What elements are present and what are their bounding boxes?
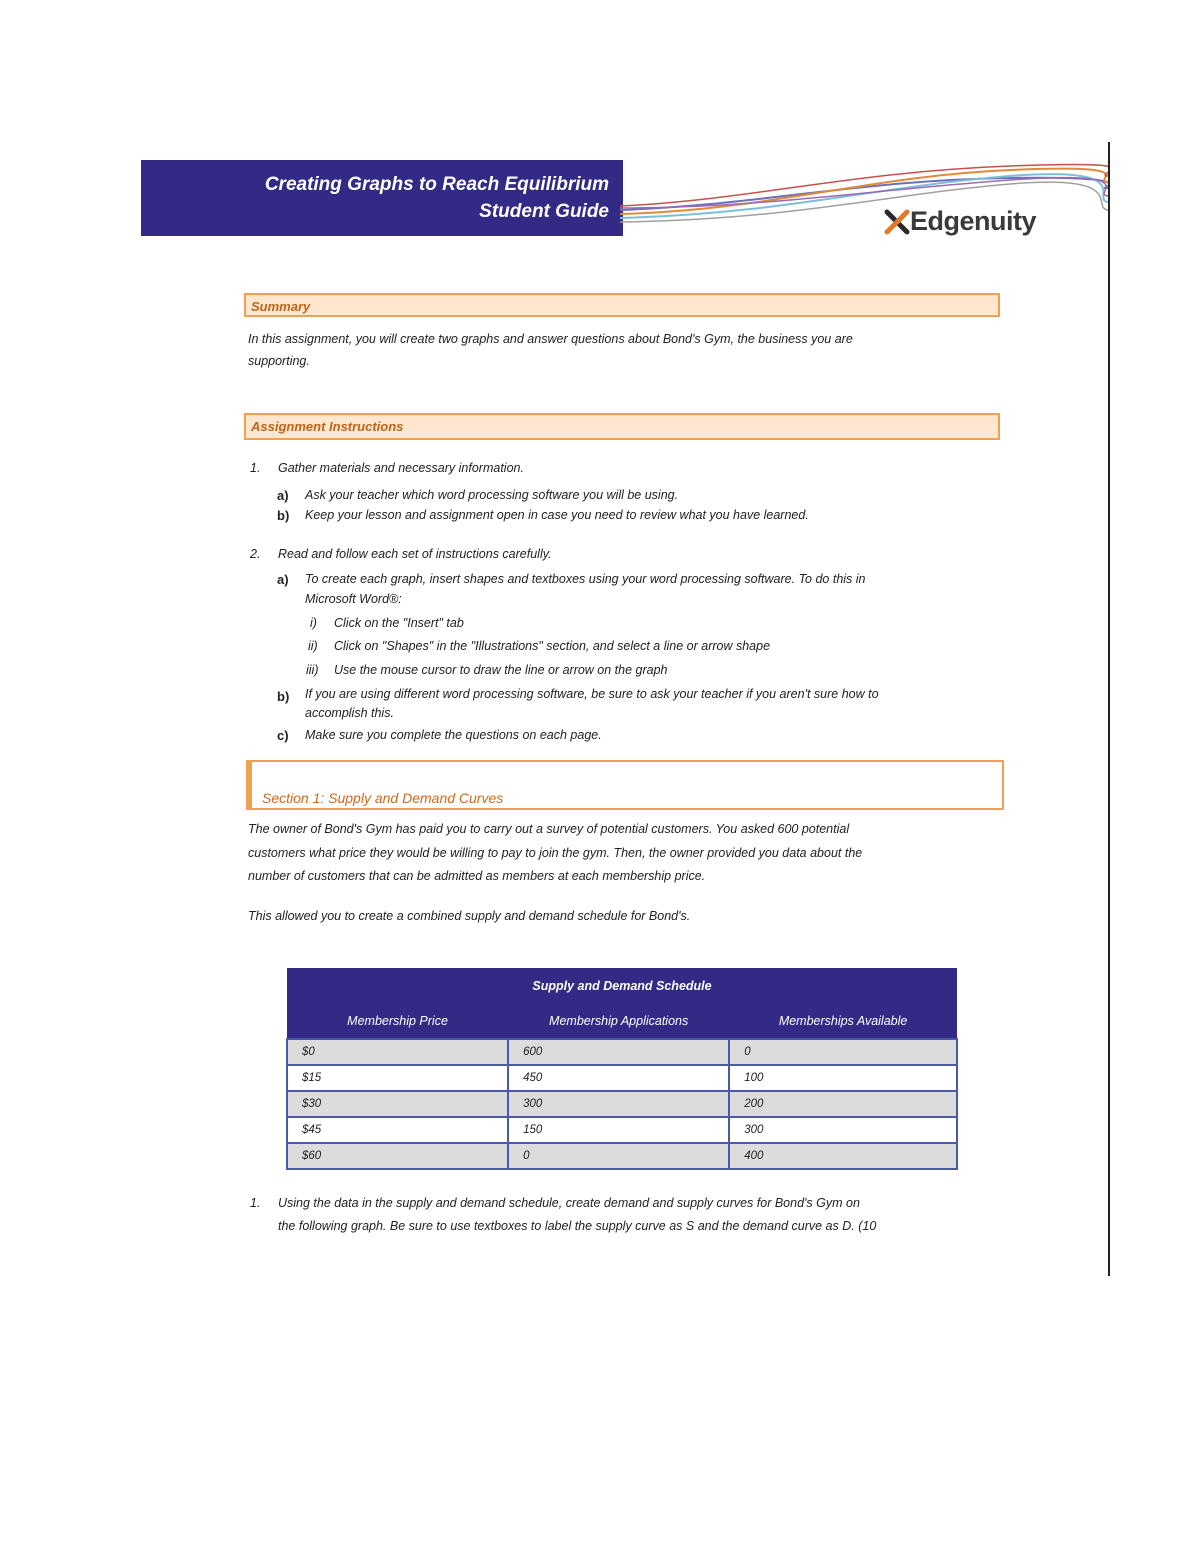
step-2a-iii-text: Use the mouse cursor to draw the line or arrow on the graph — [334, 663, 668, 677]
step-2b-label: b) — [277, 689, 290, 704]
step-2-text: Read and follow each set of instructions carefully. — [278, 547, 552, 561]
table-cell: 0 — [508, 1143, 729, 1169]
page-edge-rule — [1108, 142, 1110, 1276]
step-2a-ii-label: ii) — [308, 639, 318, 653]
section-1-paragraph-2: This allowed you to create a combined supply and demand schedule for Bond's. — [248, 909, 691, 923]
table-cell: 150 — [508, 1117, 729, 1143]
step-2a-text: To create each graph, insert shapes and textboxes using your word processing software. To do this in Microsoft Word®: — [305, 572, 866, 606]
step-2a-i-label: i) — [310, 616, 317, 630]
table-cell: 300 — [729, 1117, 957, 1143]
step-1-number: 1. — [250, 461, 261, 475]
step-1b-label: b) — [277, 508, 290, 523]
step-2c-text: Make sure you complete the questions on each page. — [305, 728, 602, 742]
step-1b-text: Keep your lesson and assignment open in case you need to review what you have learned. — [305, 508, 809, 522]
question-1-number: 1. — [250, 1196, 261, 1210]
logo-text: Edgenuity — [910, 206, 1037, 236]
table-cell: 600 — [508, 1039, 729, 1065]
table-cell: 100 — [729, 1065, 957, 1091]
summary-text: In this assignment, you will create two graphs and answer questions about Bond's Gym, the business you are supporting. — [248, 332, 853, 368]
x-logo-icon — [884, 209, 910, 235]
table-cell: $0 — [287, 1039, 508, 1065]
table-cell: $15 — [287, 1065, 508, 1091]
instructions-heading: Assignment Instructions — [251, 419, 404, 434]
step-2c-label: c) — [277, 728, 289, 743]
step-1a-text: Ask your teacher which word processing software you will be using. — [305, 488, 679, 502]
document-subtitle: Student Guide — [479, 201, 609, 222]
table-row — [287, 1091, 957, 1117]
column-header: Memberships Available — [729, 1004, 957, 1039]
instructions-heading-box — [244, 413, 1000, 440]
section-1-paragraph: The owner of Bond's Gym has paid you to carry out a survey of potential customers. You asked 600 potential customers what price they would be willing to pay to join the gym. Then, the owner provided you data about the number of customers that can be admitted as members at each membership price. — [248, 822, 863, 883]
step-2a-label: a) — [277, 572, 289, 587]
summary-heading: Summary — [251, 299, 311, 314]
table-title: Supply and Demand Schedule — [287, 968, 957, 1004]
table-row — [287, 1039, 957, 1065]
title-banner — [141, 160, 623, 236]
summary-heading-box — [244, 293, 1000, 317]
section-1-heading: Section 1: Supply and Demand Curves — [262, 790, 504, 806]
step-1a-label: a) — [277, 488, 289, 503]
section-1-heading-box — [246, 760, 1004, 810]
column-header: Membership Applications — [508, 1004, 729, 1039]
step-2a-iii-label: iii) — [306, 663, 319, 677]
document-title: Creating Graphs to Reach Equilibrium — [264, 174, 609, 195]
step-2a-ii-text: Click on "Shapes" in the "Illustrations" section, and select a line or arrow shape — [334, 639, 771, 653]
column-header: Membership Price — [287, 1004, 508, 1039]
table-cell: 200 — [729, 1091, 957, 1117]
step-1-text: Gather materials and necessary information. — [278, 461, 524, 475]
edgenuity-logo — [884, 206, 1036, 237]
table-cell: 450 — [508, 1065, 729, 1091]
question-1-text: Using the data in the supply and demand schedule, create demand and supply curves for Bond's Gym on the following graph. Be sure to use textboxes to label the supply curve as S and the demand curve as D. (10 — [278, 1196, 877, 1233]
step-2-number: 2. — [250, 547, 261, 561]
supply-demand-table — [286, 968, 958, 1170]
table-cell: 0 — [729, 1039, 957, 1065]
table-row — [287, 1065, 957, 1091]
table-cell: $60 — [287, 1143, 508, 1169]
step-2a-i-text: Click on the "Insert" tab — [334, 616, 464, 630]
step-2b-text: If you are using different word processing software, be sure to ask your teacher if you aren't sure how to accomplish this. — [305, 687, 879, 720]
table-cell: 300 — [508, 1091, 729, 1117]
table-cell: $45 — [287, 1117, 508, 1143]
table-row — [287, 1143, 957, 1169]
table-cell: 400 — [729, 1143, 957, 1169]
table-row — [287, 1117, 957, 1143]
table-cell: $30 — [287, 1091, 508, 1117]
